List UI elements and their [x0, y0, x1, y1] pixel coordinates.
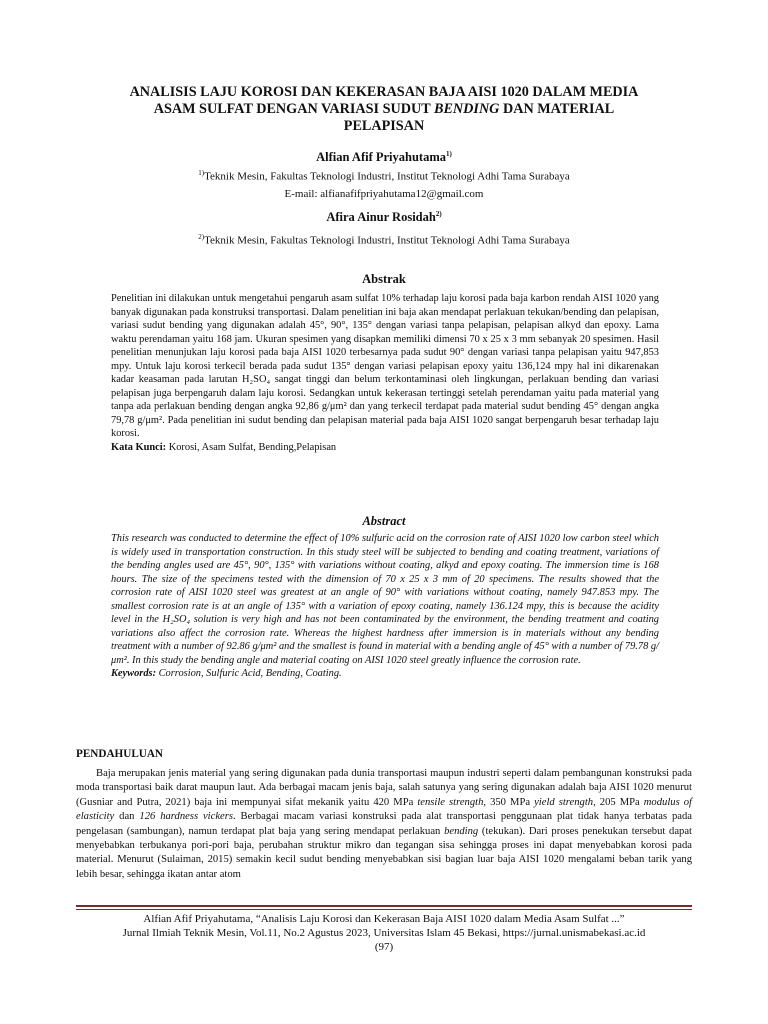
intro-text-3: 205 MPa: [595, 796, 644, 808]
affiliation-1-sup: 1): [198, 169, 205, 177]
footer-divider-thick: [76, 905, 692, 907]
footer-journal: Jurnal Ilmiah Teknik Mesin, Vol.11, No.2 Agustus 2023, Universitas Islam 45 Bekasi, https://jurnal.unismabekasi.ac.id: [122, 927, 646, 939]
intro-italic-3: modulus of elasticity: [76, 796, 692, 823]
intro-text-5: . Berbagai macam variasi konstruksi pada alat transportasi penggunaan plat tidak hanya terbatas pada pengelasan (sambungan), namun terdapat plat baja yang sering mendapat perlakuan: [76, 811, 692, 837]
abstract-text: This research was conducted to determine the effect of 10% sulfuric acid on the corrosion rate of AISI 1020 low carbon steel which is widely used in transportation construction. In this study steel will be subjected to bending and coating treatment, variations of the bending angles used are 45°, 90°, 135° with variations without coating, alkyd and epoxy coating. The immersion time is 168 hours. The size of the specimens tested with the dimension of 70 x 25 x 3 mm of 20 specimens. The results showed that the corrosion rate of AISI 1020 steel was greatest at an angle of 90° with variations without coating, namely 947.853 mpy. The smallest corrosion rate is at an angle of 135° with a variation of epoxy coating, namely 136.124 mpy, this is because the acidity level in the H₂SO₄ solution is very high and has not been contaminated by the environment, the bending treatment and coating variations also affect the corrosion rate. Whereas the highest hardness after immersion is in materials without any bending treatment with a number of 92.86 g/μm² and the smallest is found in material with a bending angle of 45° with a number of 79.78 g/μm². In this study the bending angle and material coating on AISI 1020 steel greatly influence the corrosion rate.: [111, 533, 659, 666]
abstrak-keywords-text: Korosi, Asam Sulfat, Bending,Pelapisan: [166, 441, 337, 453]
page-footer: [40, 912, 728, 954]
title-line-3: PELAPISAN: [343, 118, 425, 134]
abstrak-keywords-label: Kata Kunci:: [111, 441, 167, 453]
author-2: [0, 210, 768, 225]
abstract-heading: Abstract: [362, 514, 406, 528]
intro-italic-5: bending: [444, 825, 479, 837]
title-line-1: ANALISIS LAJU KOROSI DAN KEKERASAN BAJA AISI 1020 DALAM MEDIA: [129, 84, 639, 100]
affiliation-2: [0, 229, 768, 250]
footer-divider-thin: [76, 909, 692, 910]
intro-text-2: 350 MPa: [486, 796, 535, 808]
abstract-keywords-text: Corrosion, Sulfuric Acid, Bending, Coating.: [156, 668, 342, 679]
abstrak-section: [111, 292, 659, 454]
author-2-name: Afira Ainur Rosidah: [326, 210, 436, 225]
title-line-2: [90, 101, 678, 118]
intro-italic-1: tensile strength,: [417, 796, 487, 808]
paper-title: [90, 84, 678, 135]
author-2-sup: 2): [435, 210, 442, 218]
abstract-section: [111, 532, 659, 681]
abstrak-keywords: [111, 441, 659, 455]
title-line-2-post: DAN MATERIAL: [499, 101, 615, 117]
footer-citation: Alfian Afif Priyahutama, “Analisis Laju Korosi dan Kekerasan Baja AISI 1020 dalam Media Asam Sulfat ...”: [143, 913, 625, 925]
abstract-keywords-label: Keywords:: [111, 668, 157, 679]
author-1-email: E-mail: alfianafifpriyahutama12@gmail.com: [284, 187, 484, 200]
affiliation-1: [0, 165, 768, 203]
title-line-2-italic: BENDING: [434, 101, 500, 117]
pendahuluan-heading: PENDAHULUAN: [76, 748, 164, 760]
intro-text-6: (tekukan). Dari proses penekukan tersebut dapat menyebabkan terbukanya pori-pori baja, perubahan struktur mikro dan tegangan sisa sehingga proses ini dapat menyebabkan korosi pada material. Menurut (Sulaiman, 2015) semakin kecil sudut bending menyebabkan sisi bagian luar baja AISI 1020 mengalami beban tarik yang lebih besar, sehingga ikatan antar atom: [76, 825, 693, 880]
abstrak-heading: Abstrak: [362, 272, 406, 286]
intro-text-1: Baja merupakan jenis material yang sering digunakan pada dunia transportasi maupun industri seperti dalam pembangunan konstruksi pada moda transportasi baik darat maupun laut. Ada berbagai macam jenis baja, salah satunya yang sering digunakan adalah baja AISI 1020 menurut (Gusniar and Putra, 2021) baja ini mempunyai sifat mekanik yaitu 420 MPa: [76, 768, 692, 808]
author-1-name: Alfian Afif Priyahutama: [316, 150, 446, 165]
intro-italic-2: yield strength,: [534, 796, 596, 808]
page-number: (97): [374, 941, 394, 953]
affiliation-2-text: Teknik Mesin, Fakultas Teknologi Industri, Institut Teknologi Adhi Tama Surabaya: [204, 234, 570, 247]
author-1-sup: 1): [446, 150, 452, 158]
affiliation-1-text: Teknik Mesin, Fakultas Teknologi Industri, Institut Teknologi Adhi Tama Surabaya: [204, 170, 570, 183]
intro-text-4: dan: [114, 811, 140, 823]
abstract-keywords: [111, 667, 659, 681]
author-1: [0, 150, 768, 165]
intro-italic-4: 126 hardness vickers: [139, 811, 233, 823]
abstrak-text: Penelitian ini dilakukan untuk mengetahui pengaruh asam sulfat 10% terhadap laju korosi pada baja karbon rendah AISI 1020 yang banyak digunakan pada konstruksi transportasi. Dalam penelitian ini baja akan mendapat perlakuan tekukan/bending dan pelapisan, variasi sudut bending yang digunakan adalah 45°, 90°, 135° dengan variasi tanpa pelapisan, pelapisan alkyd dan epoxy. Lama waktu perendaman yaitu 168 jam. Ukuran spesimen yang disapkan memiliki dimensi 70 x 25 x 3 mm sebanyak 20 spesimen. Hasil penelitian menunjukan laju korosi pada baja AISI 1020 terbesarnya pada sudut 90° dengan variasi tanpa pelapisan yaitu 947,853 mpy. Untuk laju korosi terkecil berada pada sudut 135° dengan variasi pelapisan epoxy yaitu 136,124 mpy hal ini dikarenakan kadar keasaman pada larutan H₂SO₄ sangat tinggi dan belum terkontaminasi oleh lingkungan, perlakuan bending dan variasi pelapisan juga berpengaruh dalam laju korosi. Sedangkan untuk kekerasan tertinggi setelah perendaman yaitu pada material yang tanpa ada perlakuan bending dengan angka 92,86 g/μm² dan yang terkecil terdapat pada material sudut bending 45° dengan angka 79,78 g/μm². Pada penelitian ini sudut bending dan pelapisan material pada baja AISI 1020 sangat berpengaruh besar terhadap laju korosi.: [111, 293, 659, 439]
affiliation-2-sup: 2): [198, 233, 205, 241]
title-line-2-pre: ASAM SULFAT DENGAN VARIASI SUDUT: [153, 101, 434, 117]
pendahuluan-paragraph: [76, 767, 692, 882]
